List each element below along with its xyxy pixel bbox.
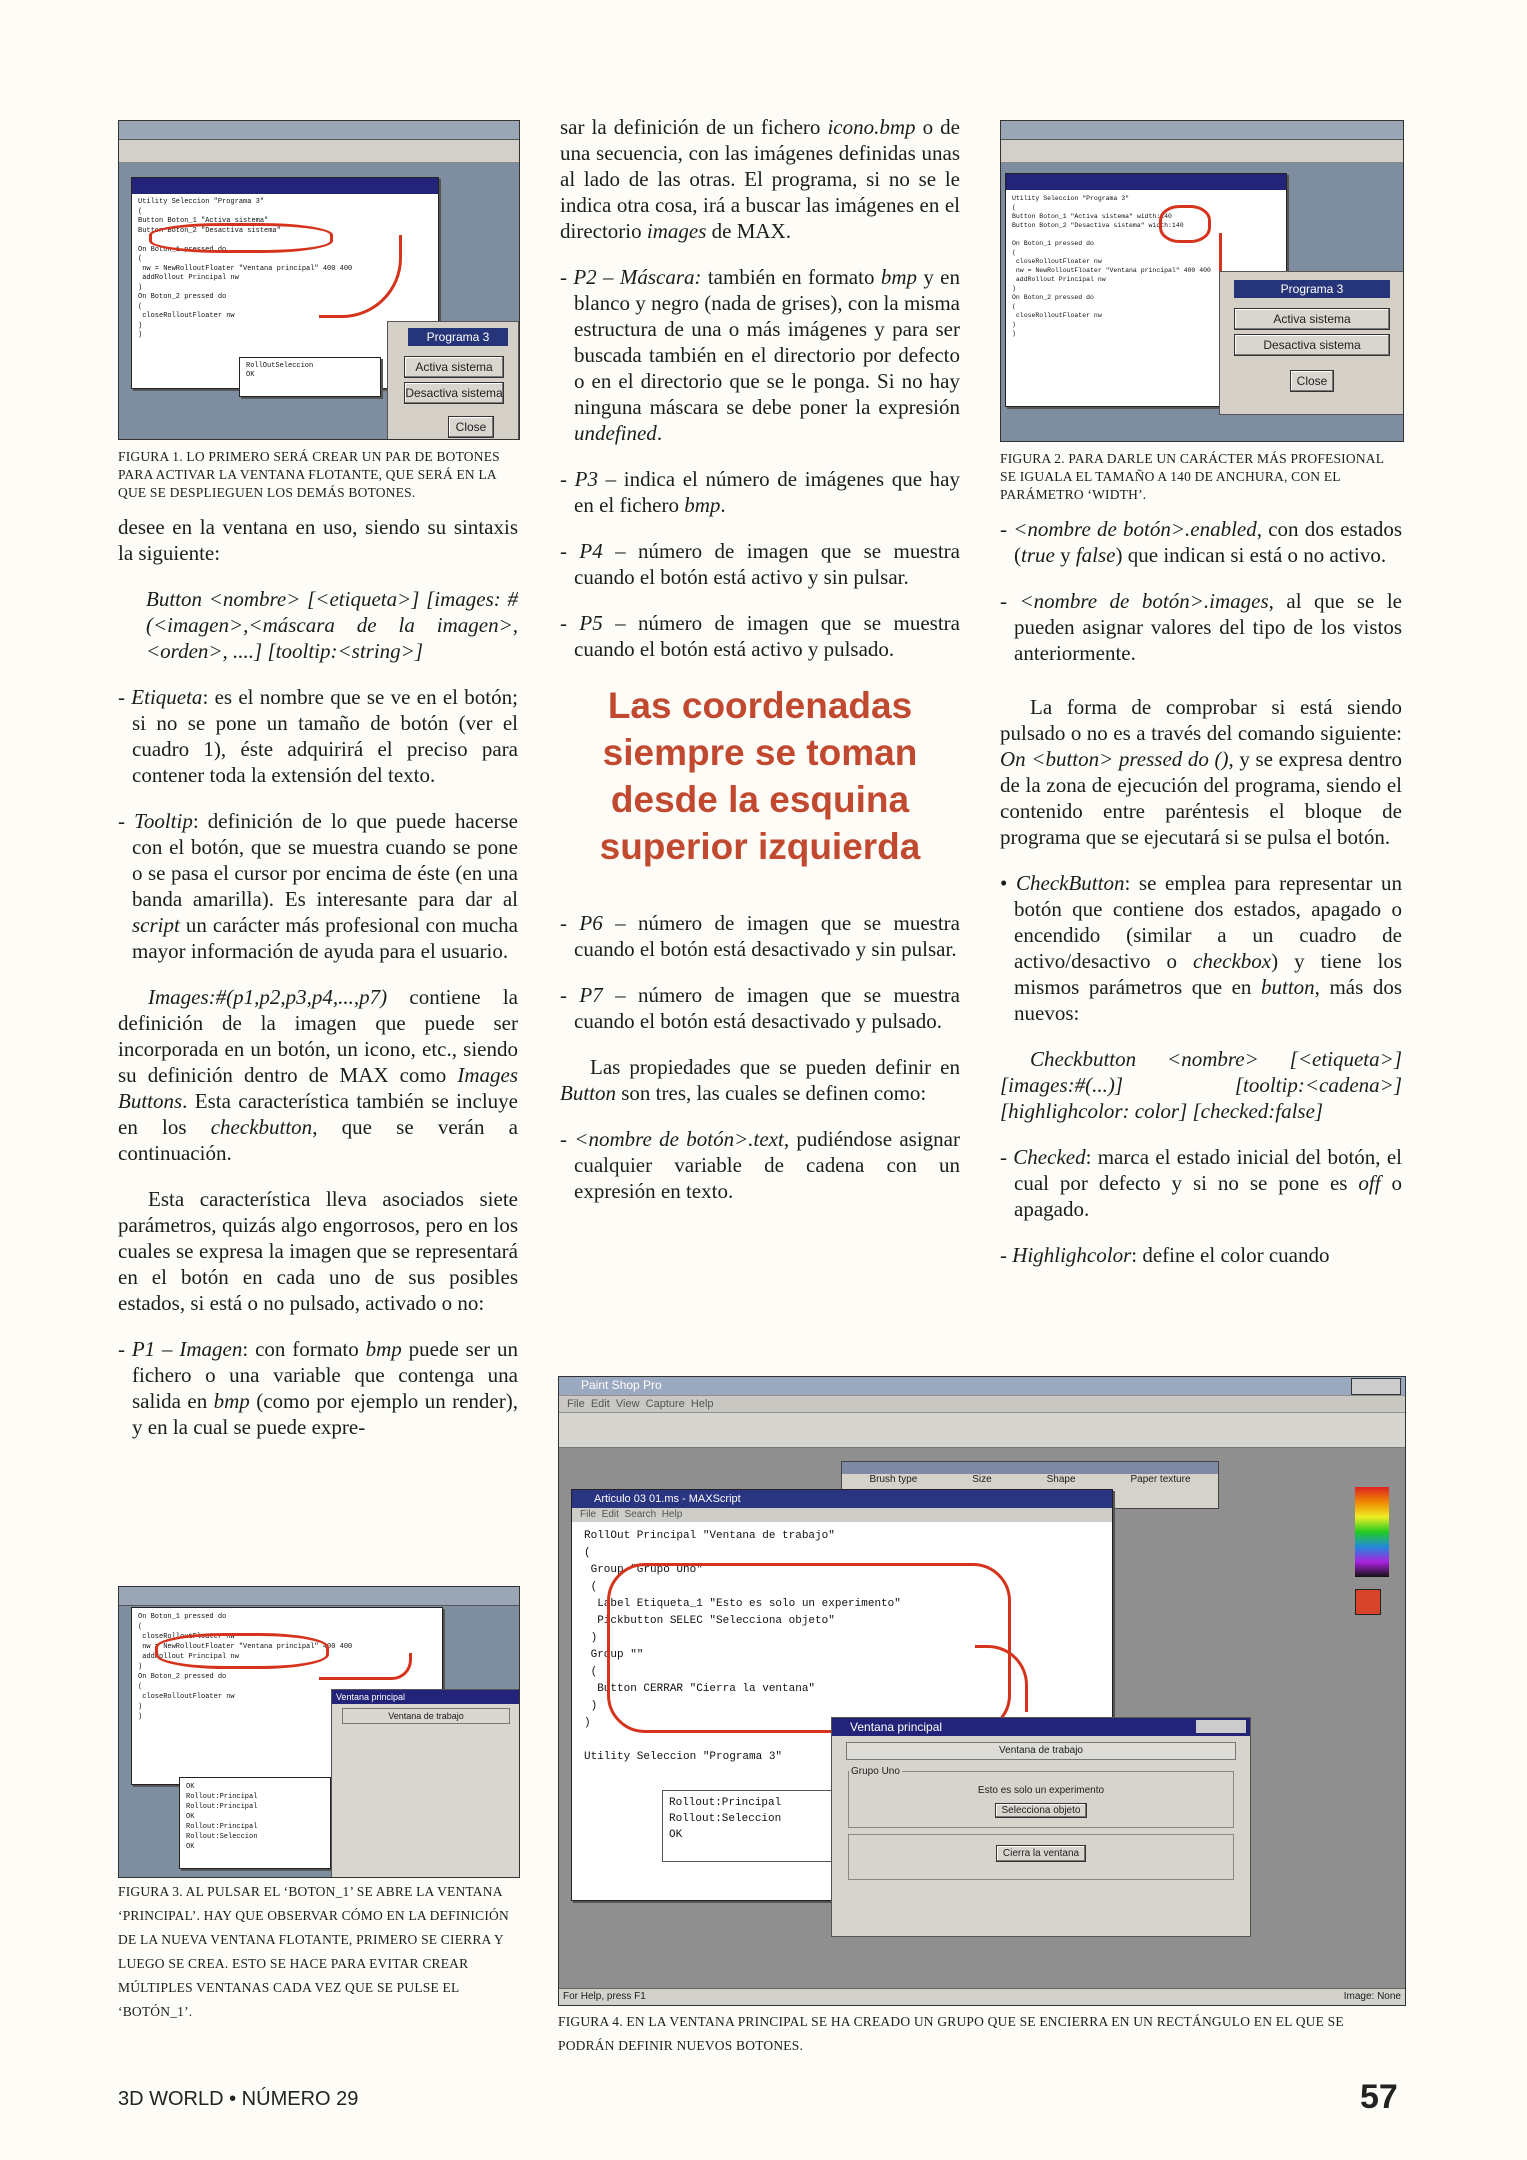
paragraph: desee en la ventana en uso, siendo su sintaxis la siguiente:: [118, 515, 518, 565]
fig4-pick-button[interactable]: Selecciona objeto: [995, 1803, 1088, 1818]
enabled-false: false: [1075, 543, 1116, 567]
etiqueta-text: : es el nombre que se ve en el botón; si no se pone un tamaño de botón (ver el cuadro 1), éste adquirirá el preciso para contener toda la extensión del texto.: [132, 685, 518, 787]
props-text-2: son tres, las cuales se definen como:: [616, 1081, 927, 1105]
fig2-panel-title: Programa 3: [1234, 280, 1390, 298]
tooltip-text-2: un carácter más profesional con mucha mayor información de ayuda para el usuario.: [132, 913, 518, 963]
fig4-vp-title: Ventana principal: [850, 1720, 943, 1734]
checkbutton-text-2: ) y tiene los mismos parámetros que en: [1014, 949, 1402, 999]
enabled-term: - <nombre de botón>.enabled: [1000, 517, 1257, 541]
checkbutton-checkbox: checkbox: [1193, 949, 1272, 973]
p3-item: [560, 466, 960, 518]
etiqueta-term: - Etiqueta: [118, 685, 203, 709]
forma-text: La forma de comprobar si está siendo pulsado o no es a través del comando siguiente:: [1000, 695, 1402, 745]
fig1-panel-title: Programa 3: [408, 328, 508, 346]
p4-text: – número de imagen que se muestra cuando el botón está activo y sin pulsar.: [574, 539, 960, 589]
page-number: [1360, 2078, 1398, 2117]
highlight-text: : define el color cuando: [1131, 1243, 1330, 1267]
fig3-list: OK Rollout:Principal Rollout:Principal OK Rollout:Principal Rollout:Seleccion OK: [186, 1783, 258, 1851]
figure-2: [1000, 120, 1404, 442]
tooltip-text: : definición de lo que puede hacerse con el botón, que se muestra cuando se pone o se pasa el cursor por encima de éste (en una banda amarilla). Es interesante para dar al: [132, 809, 519, 911]
checkbutton-button: button: [1260, 975, 1315, 999]
props-paragraph: [560, 1054, 960, 1106]
brush-tab[interactable]: Size: [972, 1474, 992, 1485]
fig3-highlight-ring: [155, 1633, 329, 1669]
fig1-code: Utility Seleccion "Programa 3" ( Button Boton_1 "Activa sistema" Button Boton_2 "Desactiva sistema" On Boton_1 pressed do ( nw = NewRolloutFloater "Ventana principal" 400 400 addRollout Principal nw ) On Boton_2 pressed do ( closeRolloutFloater nw ) ): [138, 198, 353, 339]
fig1-bottom-code: RollOutSeleccion OK: [246, 362, 314, 379]
enabled-true: true: [1021, 543, 1055, 567]
p7-item: [560, 982, 960, 1034]
enabled-item: [1000, 516, 1402, 568]
images-paragraph: [118, 984, 518, 1166]
fig4-code[interactable]: RollOut Principal "Ventana de trabajo" ( Group "Grupo Uno" ( Label Etiqueta_1 "Esto es solo un experimento" Pickbutton SELEC "Selecciona objeto" ) Group "" ( Button CERRAR "Cierra la ventana" ) ) Utility Seleccion "Programa 3": [584, 1530, 901, 1763]
fig4-status-right: Image: None: [1343, 1991, 1401, 2002]
images-prop-text: , al que se le pueden asignar valores del tipo de los vistos anteriormente.: [1014, 589, 1402, 665]
checkbutton-syntax: Checkbutton <nombre> [<etiqueta>] [images:#(...)] [tooltip:<cadena>] [highlighcolor: color] [checked:false]: [1000, 1047, 1402, 1123]
fig3-arrow: [319, 1653, 412, 1680]
text-prop-text: , pudiéndose asignar cualquier variable de cadena con un expresión en texto.: [574, 1127, 960, 1203]
checked-off: off: [1358, 1171, 1381, 1195]
etiqueta-item: [118, 684, 518, 788]
fig4-window-controls[interactable]: [1351, 1378, 1401, 1395]
p5-text: – número de imagen que se muestra cuando el botón está activo y pulsado.: [574, 611, 960, 661]
p6-item: [560, 910, 960, 962]
button-syntax: Button <nombre> [<etiqueta>] [images: #(<imagen>,<máscara de la imagen>, <orden>, ....] [tooltip:<string>]: [146, 587, 518, 663]
brush-tab[interactable]: Shape: [1046, 1474, 1076, 1485]
text-prop-term: - <nombre de botón>.text: [560, 1127, 784, 1151]
enabled-y: y: [1054, 543, 1076, 567]
fig4-color-palette[interactable]: [1355, 1487, 1389, 1577]
column-2: [560, 114, 960, 1224]
checked-text: : marca el estado inicial del botón, el cual por defecto y si no se pone es: [1014, 1145, 1402, 1195]
brush-tab[interactable]: Paper texture: [1130, 1474, 1191, 1485]
checked-item: [1000, 1144, 1402, 1222]
fig3-caption-block: [118, 1880, 518, 2036]
images-buttons: Images Buttons: [118, 1063, 518, 1113]
images-term: Images:#(p1,p2,p3,p4,...,p7): [148, 985, 388, 1009]
forma-text-2: , y se expresa dentro de la zona de ejecución del programa, siendo el contenido entre paréntesis el bloque de programa que se ejecutará si se pulsa el botón.: [1000, 747, 1402, 849]
checkbutton-text: : se emplea para representar un botón que contiene dos estados, apagado o encendido (similar a un cuadro de activo/desactivo o: [1014, 871, 1402, 973]
fig4-script-title: Articulo 03 01.ms - MAXScript: [594, 1493, 741, 1505]
highlight-item: [1000, 1242, 1402, 1268]
fig4-script-menu[interactable]: File Edit Search Help: [572, 1508, 1112, 1522]
p3-text: – indica el número de imágenes que hay en el fichero: [574, 467, 960, 517]
fig4-listbox[interactable]: [662, 1790, 844, 1862]
fig4-listbox-items: Rollout:Principal Rollout:Seleccion OK: [669, 1797, 782, 1841]
fig2-code: Utility Seleccion "Programa 3" ( Button Boton_1 "Activa sistema" width:140 Button Boton_2 "Desactiva sistema" width:140 On Boton_1 pressed do ( closeRolloutFloater nw nw = NewRolloutFloater "Ventana principal" 400 400 addRollout Principal nw ) On Boton_2 pressed do ( closeRolloutFloater nw ) ): [1012, 195, 1211, 337]
figure-3: [118, 1586, 520, 1878]
fig1-activa-button[interactable]: Activa sistema: [404, 356, 504, 378]
column-1: [118, 442, 518, 1460]
fig1-highlight-ring: [149, 223, 333, 253]
fig4-caption-block: [558, 2010, 1404, 2070]
p1-text: : con formato: [242, 1337, 366, 1361]
p2-undefined: undefined: [574, 421, 657, 445]
images-prop-item: [1000, 588, 1402, 666]
highlight-term: - Highlighcolor: [1000, 1243, 1132, 1267]
p1-bmp: bmp: [365, 1337, 402, 1361]
fig4-vp-controls[interactable]: [1196, 1720, 1246, 1733]
fig2-arrow: [1189, 233, 1222, 343]
sar-file: icono.bmp: [827, 115, 916, 139]
fig1-close-button[interactable]: Close: [448, 416, 494, 438]
fig1-caption: FIGURA 1. LO PRIMERO SERÁ CREAR UN PAR DE BOTONES PARA ACTIVAR LA VENTANA FLOTANTE, QUE SERÁ EN LA QUE SE DESPLIEGUEN LOS DEMÁS BOTONES.: [118, 449, 500, 500]
page-number-text: 57: [1360, 2078, 1398, 2116]
p2-text: también en formato: [701, 265, 881, 289]
fig1-desactiva-button[interactable]: Desactiva sistema: [404, 382, 504, 404]
props-text: Las propiedades que se pueden definir en: [590, 1055, 960, 1079]
p7-term: - P7: [560, 983, 603, 1007]
fig2-activa-button[interactable]: Activa sistema: [1234, 308, 1390, 330]
forma-paragraph: [1000, 694, 1402, 850]
siete-paragraph: Esta característica lleva asociados siete parámetros, quizás algo engorrosos, pero en los cuales se expresa la imagen que se representará en el botón en cada uno de sus posibles estados, si está o no pulsado, activado o no:: [118, 1187, 518, 1315]
fig3-vp-title: Ventana principal: [332, 1690, 520, 1704]
fig4-app-titlebar: [559, 1377, 1405, 1395]
p1-text-3: (como por ejemplo un render), y en la cual se puede expre-: [132, 1389, 518, 1439]
pull-quote: Las coordenadas siempre se toman desde la esquina superior izquierda: [599, 685, 921, 867]
fig4-script-titlebar: [572, 1490, 1112, 1508]
sar-text-2: o de una secuencia, con las imágenes definidas unas al lado de las otras. El programa, si no se le indica otra cosa, irá a buscar las imágenes en el directorio: [560, 115, 960, 243]
forma-command: On <button> pressed do (): [1000, 747, 1229, 771]
p1-text-2: puede ser un fichero o una variable que contenga una salida en: [132, 1337, 518, 1413]
brush-tab[interactable]: Brush type: [869, 1474, 918, 1485]
fig4-toolbar: [559, 1413, 1405, 1448]
tooltip-item: [118, 808, 518, 964]
checkbutton-text-3: , más dos nuevos:: [1014, 975, 1403, 1025]
sar-text: sar la definición de un fichero: [560, 115, 828, 139]
fig4-status-left: For Help, press F1: [563, 1991, 646, 2002]
enabled-text: , con dos estados (: [1014, 517, 1402, 567]
sar-text-3: de MAX.: [706, 219, 791, 243]
p2-text-3: .: [656, 421, 663, 445]
checked-text-2: o apagado.: [1014, 1171, 1403, 1221]
p5-term: - P5: [560, 611, 603, 635]
fig4-close-button[interactable]: Cierra la ventana: [996, 1845, 1086, 1862]
images-text-2: . Esta característica también se incluye en los: [118, 1089, 518, 1139]
fig4-group-box: [848, 1766, 1234, 1828]
tooltip-script: script: [132, 913, 180, 937]
sar-dir: images: [646, 219, 707, 243]
fig4-statusbar: [559, 1988, 1405, 2005]
p3-text-2: .: [720, 493, 726, 517]
p3-term: - P3: [560, 467, 598, 491]
figure-1: [118, 120, 520, 440]
fig4-caption: FIGURA 4. EN LA VENTANA PRINCIPAL SE HA CREADO UN GRUPO QUE SE ENCIERRA EN UN RECTÁNGULO EN EL QUE SE PODRÁN DEFINIR NUEVOS BOTONES.: [558, 2014, 1344, 2053]
fig3-ventana-principal: [331, 1689, 520, 1878]
p1-item: [118, 1336, 518, 1440]
p5-item: [560, 610, 960, 662]
enabled-text-2: ) que indican si está o no activo.: [1115, 543, 1387, 567]
fig4-group-label: Grupo Uno: [851, 1766, 900, 1777]
p1-bmp-2: bmp: [213, 1389, 250, 1413]
fig3-caption: FIGURA 3. AL PULSAR EL ‘BOTON_1’ SE ABRE LA VENTANA ‘PRINCIPAL’. HAY QUE OBSERVAR CÓMO EN LA DEFINICIÓN DE LA NUEVA VENTANA FLOTANTE, PRIMERO SE CIERRA Y LUEGO SE CREA. ESTO SE HACE PARA EVITAR CREAR MÚLTIPLES VENTANAS CADA VEZ QUE SE PULSE EL ‘BOTÓN_1’.: [118, 1884, 509, 2019]
p4-item: [560, 538, 960, 590]
fig4-ventana-principal: [831, 1717, 1251, 1937]
fig4-app-title: Paint Shop Pro: [581, 1378, 662, 1392]
images-checkbutton: checkbutton: [210, 1115, 313, 1139]
p2-item: [560, 264, 960, 446]
images-prop-term: - <nombre de botón>.images: [1000, 589, 1269, 613]
fig3-code: On Boton_1 pressed do ( closeRolloutFloater nw nw = NewRolloutFloater "Ventana principal" 400 400 addRollout Principal nw ) On Boton_2 pressed do ( closeRolloutFloater nw ) ): [138, 1613, 353, 1721]
p2-term: - P2 – Máscara:: [560, 265, 702, 289]
images-text-3: , que se verán a continuación.: [118, 1115, 518, 1165]
p7-text: – número de imagen que se muestra cuando el botón está desactivado y pulsado.: [574, 983, 960, 1033]
fig2-caption: FIGURA 2. PARA DARLE UN CARÁCTER MÁS PROFESIONAL SE IGUALA EL TAMAÑO A 140 DE ANCHURA, CON EL PARÁMETRO ‘WIDTH’.: [1000, 451, 1384, 502]
tooltip-term: - Tooltip: [118, 809, 193, 833]
footer-magazine: 3D WORLD • NÚMERO 29: [118, 2088, 359, 2110]
figure-4: [558, 1376, 1406, 2006]
bullet: •: [1000, 871, 1008, 895]
text-prop-item: [560, 1126, 960, 1204]
p2-bmp: bmp: [880, 265, 917, 289]
fig4-fg-color[interactable]: [1355, 1589, 1381, 1615]
p6-term: - P6: [560, 911, 603, 935]
fig4-vp-label: Esto es solo un experimento: [977, 1785, 1105, 1796]
fig2-floater: [1219, 271, 1404, 415]
fig4-highlight-ring: [607, 1563, 1011, 1733]
sar-paragraph: [560, 114, 960, 244]
p1-term: - P1 – Imagen: [118, 1337, 243, 1361]
fig4-menubar[interactable]: File Edit View Capture Help: [559, 1396, 1405, 1412]
p2-text-2: y en blanco y negro (nada de grises), con la misma estructura de una o más imágenes y para ser buscada también en el directorio por defecto o en el directorio que se le ponga. Si no hay ninguna máscara se debe poner la expresión: [574, 265, 960, 419]
p4-term: - P4: [560, 539, 603, 563]
p6-text: – número de imagen que se muestra cuando el botón está desactivado y sin pulsar.: [574, 911, 960, 961]
fig3-vp-rollout[interactable]: Ventana de trabajo: [342, 1708, 510, 1724]
checkbutton-item: [1000, 870, 1402, 1026]
checked-term: - Checked: [1000, 1145, 1086, 1169]
images-text: contiene la definición de la imagen que puede ser incorporada en un botón, un icono, etc., siendo su definición dentro de MAX como: [118, 985, 518, 1087]
fig1-floater: [387, 321, 519, 440]
checkbutton-term: CheckButton: [1016, 871, 1125, 895]
column-3: [1000, 444, 1402, 1288]
fig4-vp-rollout[interactable]: Ventana de trabajo: [846, 1742, 1236, 1760]
p3-bmp: bmp: [684, 493, 721, 517]
props-button: Button: [560, 1081, 616, 1105]
fig2-close-button[interactable]: Close: [1290, 370, 1334, 392]
fig2-desactiva-button[interactable]: Desactiva sistema: [1234, 334, 1390, 356]
